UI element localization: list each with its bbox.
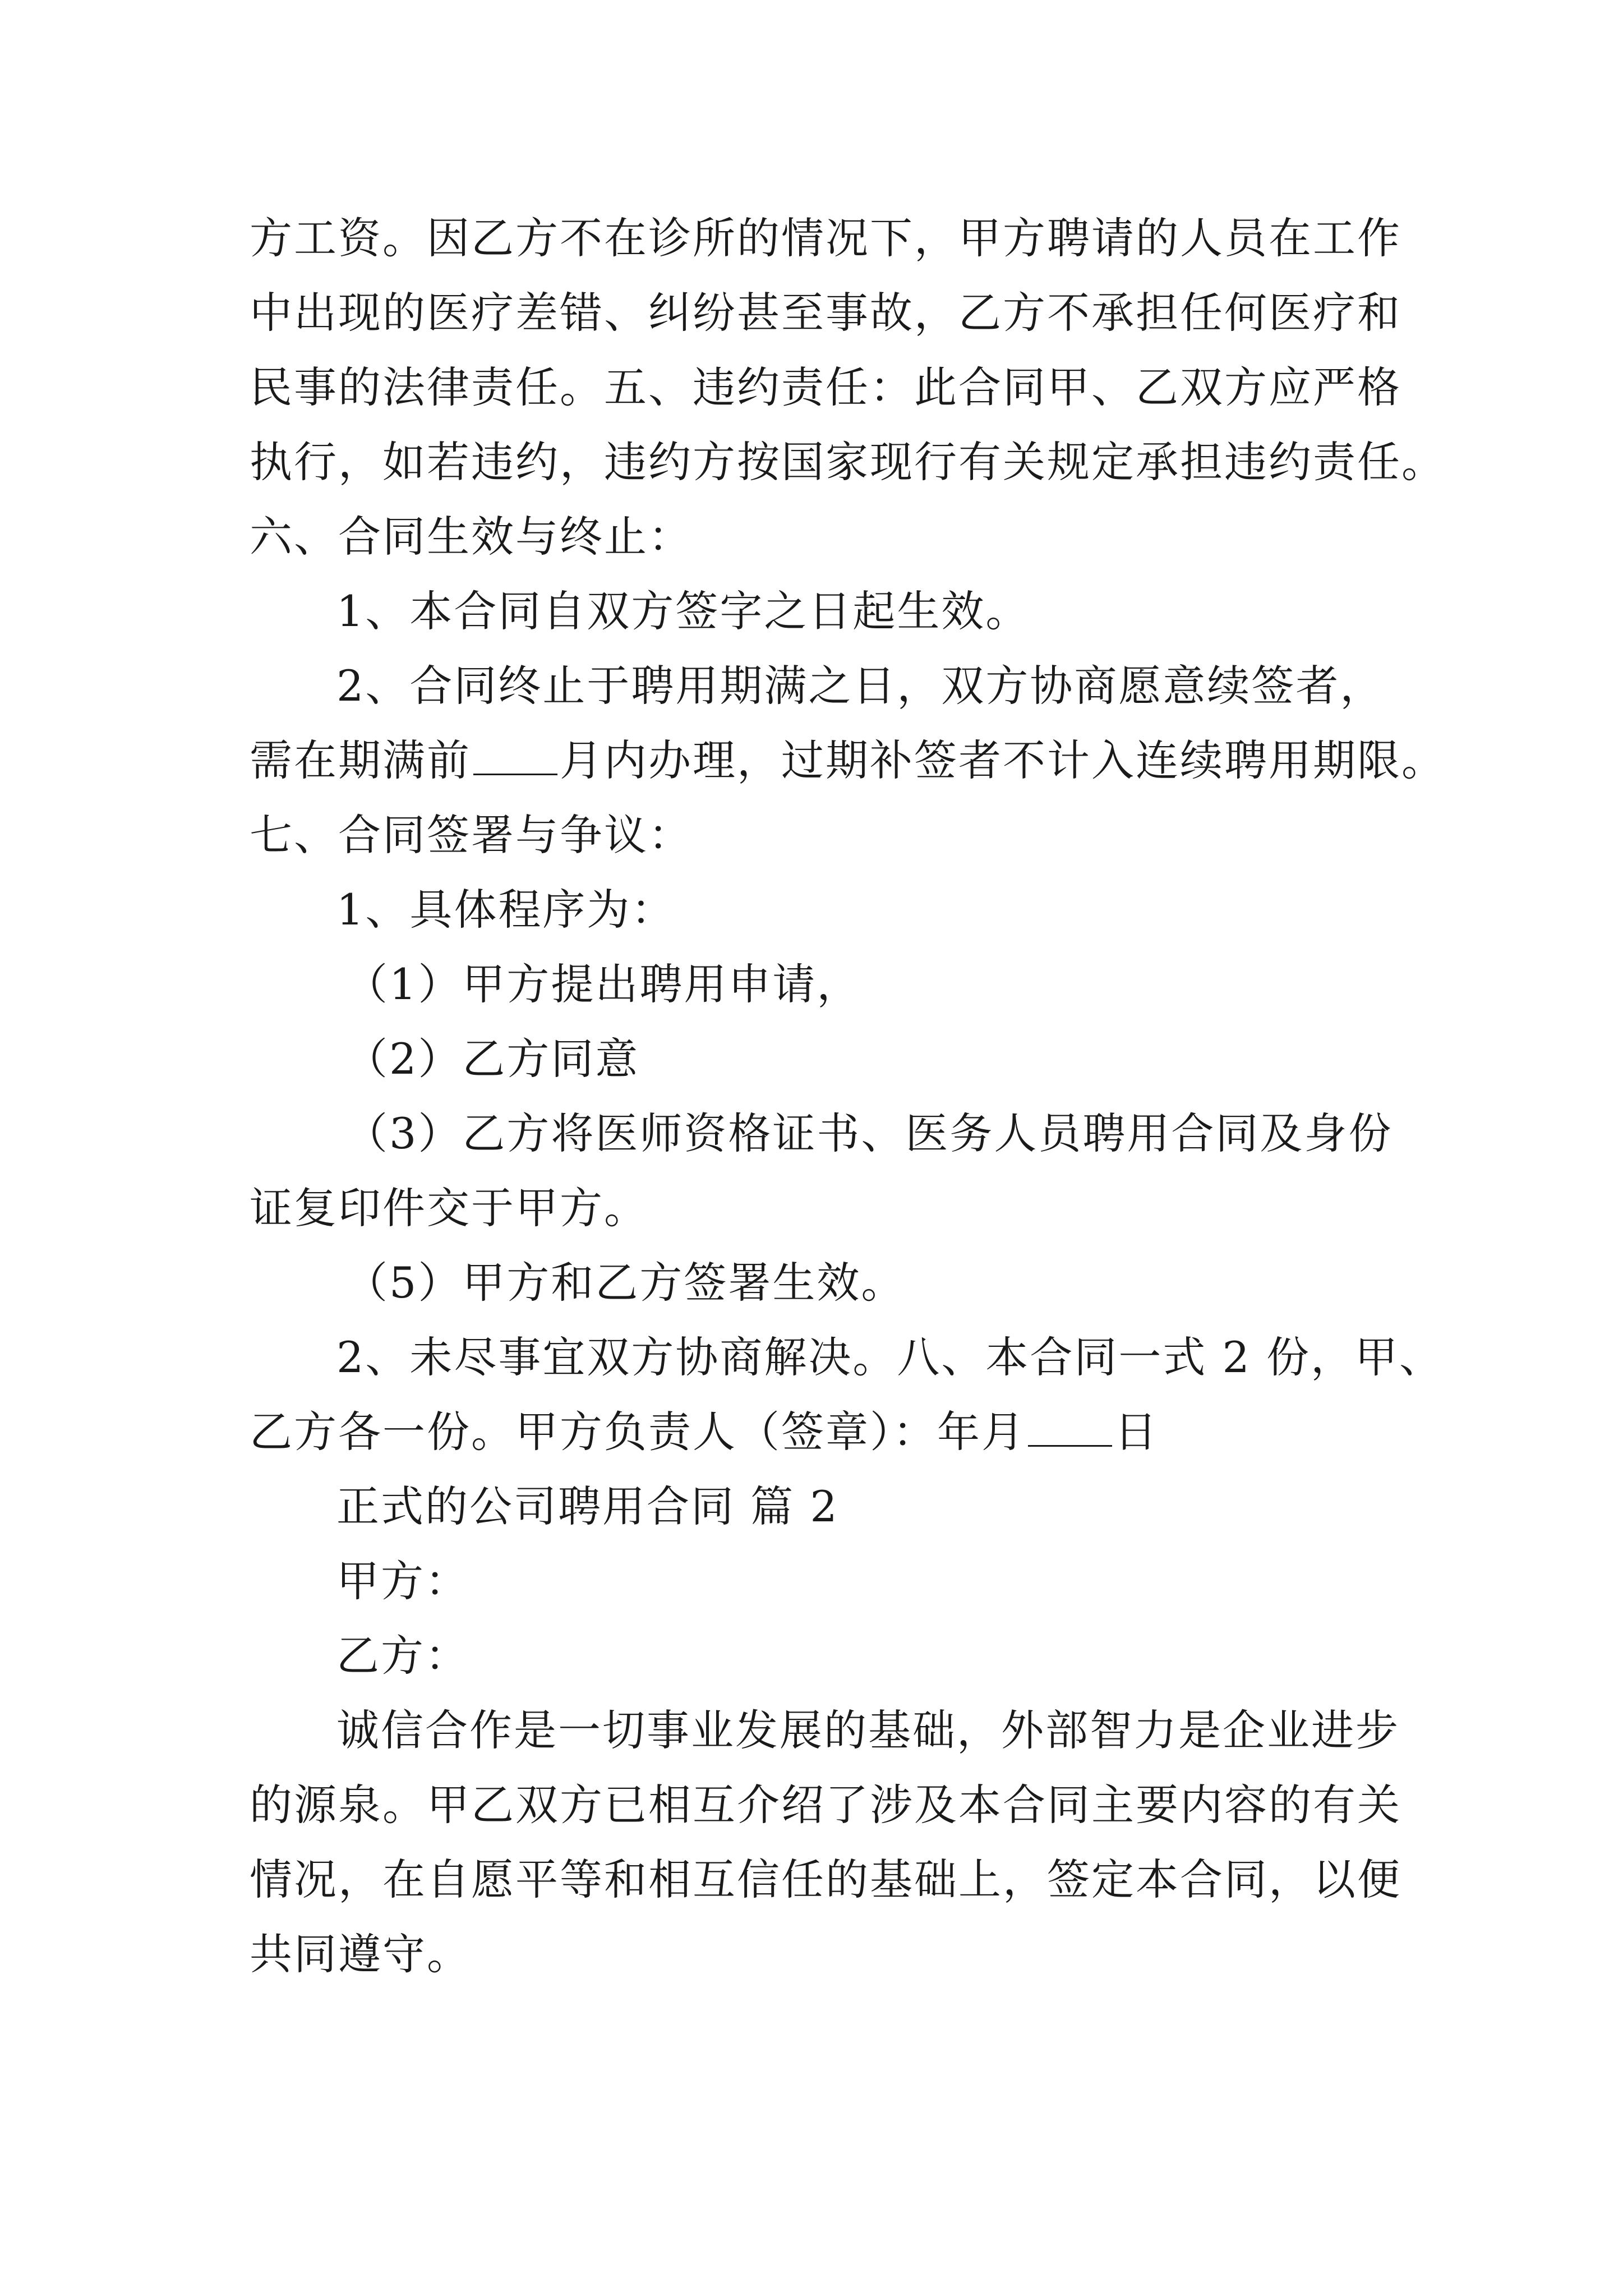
list-item: 2、未尽事宜双方协商解决。八、本合同一式 2 份，甲、	[336, 1332, 1444, 1382]
paragraph-line: 的源泉。甲乙双方已相互介绍了涉及本合同主要内容的有关	[250, 1780, 1401, 1830]
list-item: （1）甲方提出聘用申请，	[345, 959, 861, 1009]
paragraph-line: 共同遵守。	[250, 1929, 471, 1979]
paragraph-line: 中出现的医疗差错、纠纷甚至事故，乙方不承担任何医疗和	[250, 288, 1401, 338]
paragraph-line: 方工资。因乙方不在诊所的情况下，甲方聘请的人员在工作	[250, 213, 1401, 263]
paragraph-line-with-blank	[250, 1404, 1405, 1460]
paragraph-line: 情况，在自愿平等和相互信任的基础上，签定本合同，以便	[250, 1855, 1401, 1904]
list-item: 2、合同终止于聘用期满之日，双方协商愿意续签者，	[336, 661, 1385, 711]
paragraph-line: 民事的法律责任。五、违约责任：此合同甲、乙双方应严格	[250, 362, 1401, 412]
list-item: （2）乙方同意	[345, 1034, 640, 1084]
section-heading: 七、合同签署与争议：	[250, 810, 693, 860]
list-item: （5）甲方和乙方签署生效。	[345, 1258, 906, 1308]
line-text-after-blank: 月内办理，过期补签者不计入连续聘用期限。	[560, 735, 1446, 785]
section-heading: 六、合同生效与终止：	[250, 512, 693, 562]
line-text-before-blank: 乙方各一份。甲方负责人（签章）：年月	[250, 1407, 1026, 1457]
list-item: （3）乙方将医师资格证书、医务人员聘用合同及身份	[345, 1108, 1393, 1158]
party-b-label: 乙方：	[336, 1631, 469, 1681]
article-title: 正式的公司聘用合同 篇 2	[336, 1481, 839, 1531]
list-item: 1、具体程序为：	[336, 885, 676, 935]
list-item: 1、本合同自双方签字之日起生效。	[336, 586, 1030, 636]
paragraph-line: 执行，如若违约，违约方按国家现行有关规定承担违约责任。	[250, 437, 1446, 487]
paragraph-line-with-blank	[250, 733, 1446, 789]
fill-in-blank	[473, 734, 557, 775]
line-text-after-blank: 日	[1114, 1407, 1159, 1457]
line-text-before-blank: 需在期满前	[250, 735, 471, 785]
party-a-label: 甲方：	[336, 1556, 469, 1606]
fill-in-blank	[1028, 1406, 1112, 1447]
paragraph-line: 证复印件交于甲方。	[250, 1183, 648, 1233]
paragraph-line: 诚信合作是一切事业发展的基础，外部智力是企业进步	[336, 1705, 1400, 1755]
